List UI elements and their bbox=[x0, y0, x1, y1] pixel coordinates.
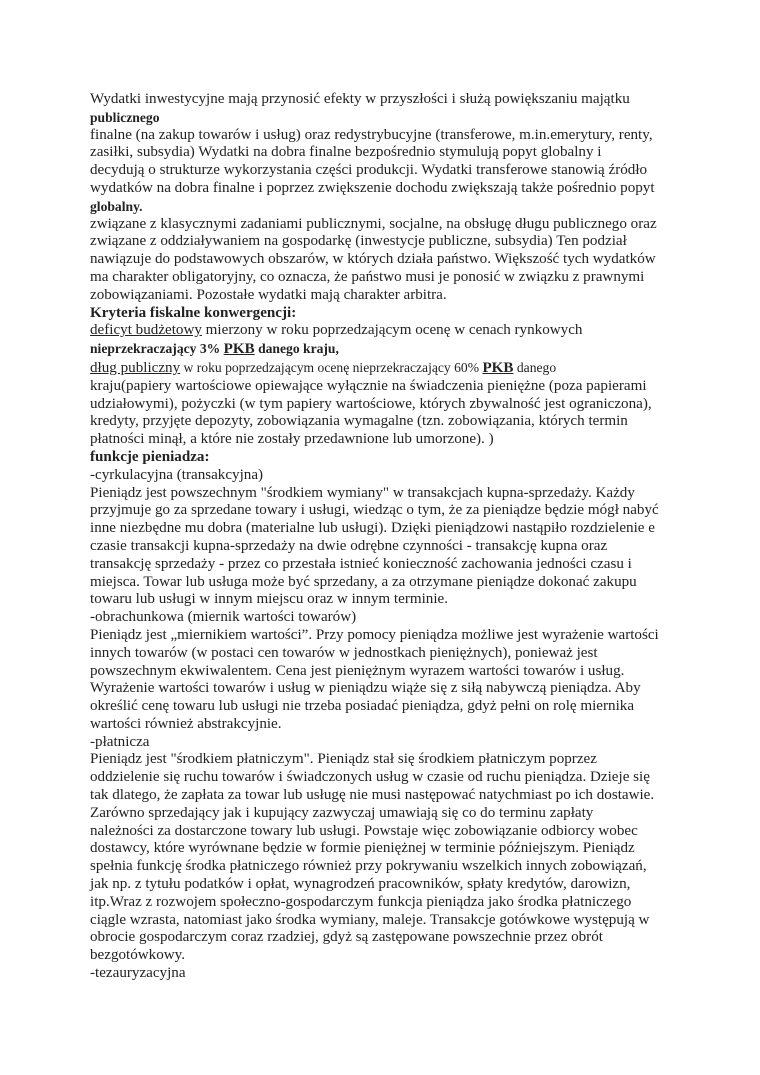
text-line: obrocie gospodarczym coraz rzadziej, gdyż są zastępowane powszechnie przez obrót bbox=[90, 929, 603, 946]
text-fragment: nieprzekraczający 3% bbox=[90, 341, 224, 357]
text-line: kredyty, przyjęte depozyty, zobowiązania wymagalne (tzn. zobowiązania, których termin bbox=[90, 413, 628, 430]
text-line: transakcję sprzedaży - przez co przestała istnieć konieczność zachowania jedności czasu i bbox=[90, 555, 632, 572]
text-line: udziałowymi), pożyczki (w tym papiery wartościowe, których zbywalność jest ograniczona), bbox=[90, 395, 652, 412]
text-line: związane z klasycznymi zadaniami publicznymi, socjalne, na obsługę długu publicznego oraz bbox=[90, 215, 657, 232]
text-line: dostawcy, które wyrównane będzie w formie pieniężnej w terminie późniejszym. Pieniądz bbox=[90, 840, 635, 857]
text-line: miejsca. Towar lub usługa może być sprzedany, a za otrzymane pieniądze dokonać zakupu bbox=[90, 573, 637, 590]
text-line: nawiązuje do podstawowych obszarów, w których działa państwo. Większość tych wydatków bbox=[90, 251, 656, 268]
text-fragment: mierzony w roku poprzedzającym ocenę w cenach rynkowych bbox=[201, 322, 583, 339]
text-line: związane z oddziaływaniem na gospodarkę (inwestycje publiczne, subsydia) Ten podział bbox=[90, 233, 627, 250]
text-line: jak np. z tytułu podatków i opłat, wynagrodzeń pracowników, spłaty kredytów, darowizn, bbox=[90, 876, 631, 893]
text-line: oddzielenie się ruchu towarów i świadczonych usług w czasie od ruchu pieniądza. Dzieje się bbox=[90, 769, 650, 786]
subheading: -tezauryzacyjna bbox=[90, 965, 186, 982]
text-line: zobowiązaniami. Pozostałe wydatki mają charakter arbitra. bbox=[90, 286, 447, 303]
text-line: tak dlatego, że zapłata za towar lub usługę nie musi następować natychmiast po ich dostawie. bbox=[90, 787, 655, 804]
text-line: wydatków na dobra finalne i poprzez zwiększenie dochodu zwiększają także pośrednio popyt bbox=[90, 179, 655, 196]
text-line bbox=[90, 340, 680, 359]
text-line: ma charakter obligatoryjny, co oznacza, że państwo musi je ponosić w związku z prawnymi bbox=[90, 268, 645, 285]
text-line: towaru lub usługi w innym miejscu oraz w innym terminie. bbox=[90, 591, 448, 608]
text-fragment: danego bbox=[513, 359, 557, 375]
section-heading: Kryteria fiskalne konwergencji: bbox=[90, 304, 297, 321]
text-line: przyjmuje go za sprzedane towary i usługi, wiedząc o tym, że za pieniądze będzie mógł nabyć bbox=[90, 502, 659, 519]
pkb-link[interactable]: PKB bbox=[482, 359, 514, 376]
text-line: bezgotówkowy. bbox=[90, 947, 186, 964]
document-body bbox=[90, 91, 680, 983]
text-line: określić cenę towaru lub usługi nie trzeba posiadać pieniądza, gdyż pełni on rolę miernika bbox=[90, 698, 635, 715]
text-line: płatności minął, a które nie zostały przedawnione lub umorzone). ) bbox=[90, 431, 494, 448]
text-line: Wyrażenie wartości towarów i usług w pieniądzu wiąże się z siłą nabywczą pieniądza. Aby bbox=[90, 680, 641, 697]
text-line: ciągle wzrasta, natomiast jako środka wymiany, maleje. Transakcje gotówkowe występują w bbox=[90, 911, 650, 928]
debt-term-link[interactable]: dług publiczny bbox=[90, 359, 181, 376]
text-line: Pieniądz jest "środkiem płatniczym". Pieniądz stał się środkiem płatniczym poprzez bbox=[90, 751, 597, 768]
text-line: czasie transakcji kupna-sprzedaży na dwie odrębne czynności - transakcję kupna oraz bbox=[90, 537, 608, 554]
text-fragment: w roku poprzedzającym ocenę nieprzekraczający 60% bbox=[180, 359, 483, 375]
subheading: -cyrkulacyjna (transakcyjna) bbox=[90, 466, 264, 483]
text-line: zasiłki, subsydia) Wydatki na dobra finalne bezpośrednio stymulują popyt globalny i bbox=[90, 144, 602, 161]
text-line bbox=[90, 322, 680, 340]
text-line: Pieniądz jest „miernikiem wartości”. Przy pomocy pieniądza możliwe jest wyrażenie wartości bbox=[90, 626, 659, 643]
text-line: Wydatki inwestycyjne mają przynosić efekty w przyszłości i służą powiększaniu majątku bbox=[90, 91, 630, 107]
text-line: spełnia funkcję środka płatniczego również przy pokrywaniu wszelkich innych zobowiązań, bbox=[90, 858, 647, 875]
deficit-term-link[interactable]: deficyt budżetowy bbox=[90, 322, 202, 339]
subheading: -obrachunkowa (miernik wartości towarów) bbox=[90, 609, 357, 626]
text-line: Pieniądz jest powszechnym "środkiem wymiany" w transakcjach kupna-sprzedaży. Każdy bbox=[90, 484, 635, 501]
text-line: należności za dostarczone towary lub usługi. Powstaje więc zobowiązanie odbiorcy wobec bbox=[90, 822, 638, 839]
text-line: powszechnym ekwiwalentem. Cena jest pieniężnym wyrazem wartości towarów i usług. bbox=[90, 662, 625, 679]
text-line: globalny. bbox=[90, 198, 143, 214]
text-line bbox=[90, 359, 680, 378]
section-heading: funkcje pieniadza: bbox=[90, 448, 210, 465]
text-line: finalne (na zakup towarów i usług) oraz redystrybucyjne (transferowe, m.in.emerytury, renty, bbox=[90, 126, 653, 143]
text-line: decydują o strukturze wykorzystania części produkcji. Wydatki transferowe stanowią źródło bbox=[90, 162, 648, 179]
text-line: kraju(papiery wartościowe opiewające wyłącznie na świadczenia pieniężne (poza papierami bbox=[90, 377, 647, 394]
text-line: wartości również abstrakcyjnie. bbox=[90, 715, 282, 732]
text-line: publicznego bbox=[90, 109, 160, 125]
pkb-link[interactable]: PKB bbox=[223, 341, 255, 358]
text-line: innych towarów (w postaci cen towarów w jednostkach pieniężnych), ponieważ jest bbox=[90, 644, 598, 661]
text-line: itp.Wraz z rozwojem społeczno-gospodarczym funkcja pieniądza jako środka płatniczego bbox=[90, 893, 632, 910]
text-fragment: danego kraju, bbox=[254, 341, 339, 357]
subheading: -płatnicza bbox=[90, 733, 150, 750]
text-line: Zarówno sprzedający jak i kupujący zazwyczaj umawiają się co do terminu zapłaty bbox=[90, 804, 594, 821]
text-line: inne niezbędne mu dobra (materialne lub usługi). Dzięki pieniądzowi nastąpiło rozdzielenie e bbox=[90, 520, 655, 537]
